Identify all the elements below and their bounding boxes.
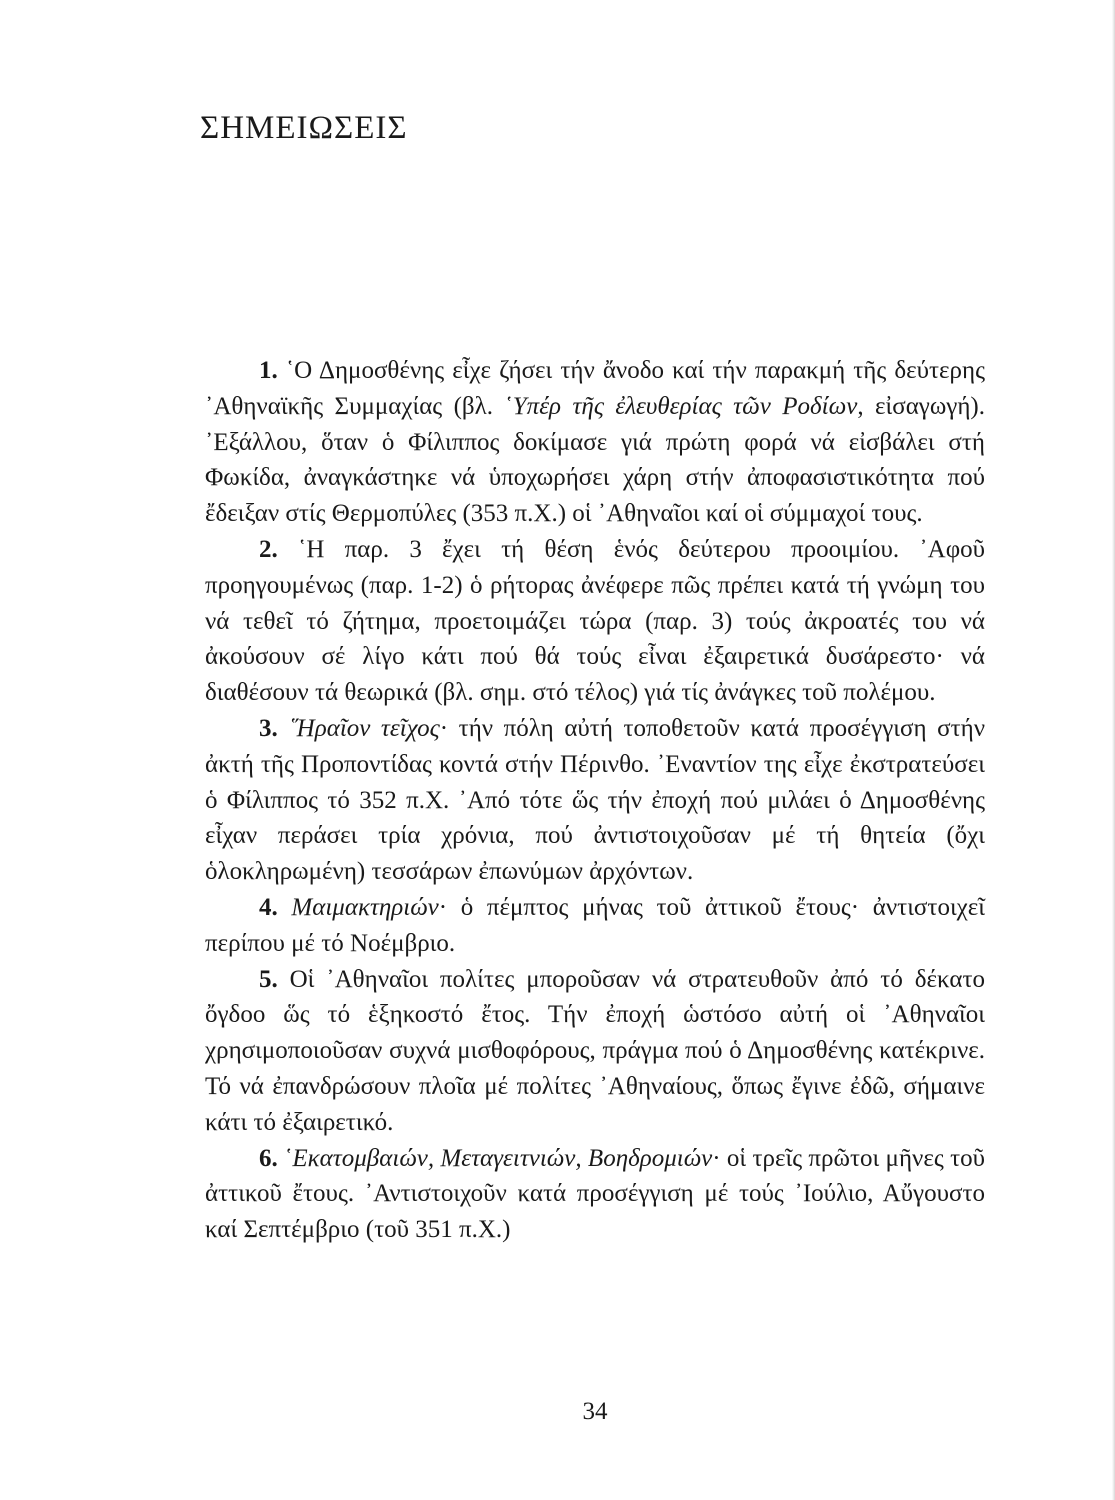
- note-5: [205, 962, 985, 1141]
- note-6: [205, 1141, 985, 1248]
- note-number: 3.: [259, 714, 278, 742]
- lemma-italic: Μαιμακτηριών: [291, 893, 439, 921]
- note-text: Οἱ ᾿Αθηναῖοι πολίτες μποροῦσαν νά στρατευθοῦν ἀπό τό δέκατο ὄγδοο ὥς τό ἑξηκοστό ἔτος. Τήν ἐποχή ὡστόσο αὐτή οἱ ᾿Αθηναῖοι χρησιμοποιοῦσαν συχνά μισθοφόρους, πράγμα πού ὁ Δημοσθένης κατέκρινε. Τό νά ἐπανδρώσουν πλοῖα μέ πολίτες ᾿Αθηναίους, ὅπως ἔγινε ἐδῶ, σήμαινε κάτι τό ἐξαιρετικό.: [205, 965, 985, 1136]
- note-1: [205, 353, 985, 532]
- note-text: · ὁ πέμπτος μήνας τοῦ ἀττικοῦ ἔτους· ἀντιστοιχεῖ περίπου μέ τό Νοέμβριο.: [205, 893, 985, 957]
- page-number: 34: [582, 1398, 608, 1425]
- notes-section: [205, 353, 985, 1248]
- lemma-italic: ῞Ηραῖον τεῖχος: [288, 714, 440, 742]
- note-text: ῾Η παρ. 3 ἔχει τή θέση ἑνός δεύτερου προοιμίου. ᾿Αφοῦ προηγουμένως (παρ. 1-2) ὁ ρήτορας ἀνέφερε πῶς πρέπει κατά τή γνώμη του νά τεθεῖ τό ζήτημα, προετοιμάζει τώρα (παρ. 3) τούς ἀκροατές του νά ἀκούσουν σέ λίγο κάτι πού θά τούς εἶναι ἐξαιρετικά δυσάρεστο· νά διαθέσουν τά θεωρικά (βλ. σημ. στό τέλος) γιά τίς ἀνάγκες τοῦ πολέμου.: [205, 535, 986, 707]
- note-text: · τήν πόλη αὐτή τοποθετοῦν κατά προσέγγιση στήν ἀκτή τῆς Προποντίδας κοντά στήν Πέρινθο. ᾿Εναντίον της εἶχε ἐκστρατεύσει ὁ Φίλιππος τό 352 π.Χ. ᾿Από τότε ὥς τήν ἐποχή πού μιλάει ὁ Δημοσθένης εἶχαν περάσει τρία χρόνια, πού ἀντιστοιχοῦσαν μέ τή θητεία (ὄχι ὁλοκληρωμένη) τεσσάρων ἐπωνύμων ἀρχόντων.: [205, 714, 985, 886]
- note-number: 6.: [259, 1144, 278, 1172]
- note-number: 2.: [259, 535, 278, 563]
- note-number: 5.: [259, 965, 278, 993]
- note-text: , εἰσαγωγή). ᾿Εξάλλου, ὅταν ὁ Φίλιππος δοκίμασε γιά πρώτη φορά νά εἰσβάλει στή Φωκίδα, ἀναγκάστηκε νά ὑποχωρήσει χάρη στήν ἀποφασιστικότητα πού ἔδειξαν στίς Θερμοπύλες (353 π.Χ.) οἱ ᾿Αθηναῖοι καί οἱ σύμμαχοί τους.: [205, 392, 986, 528]
- note-4: [205, 890, 985, 962]
- note-number: 1.: [259, 357, 278, 384]
- note-2: [205, 532, 985, 711]
- note-3: [205, 711, 985, 890]
- note-text: ῾Ο Δημοσθένης εἶχε ζήσει τήν ἄνοδο καί τήν παρακμή τῆς δεύτερης ᾿Αθηναϊκῆς Συμμαχίας (βλ.: [205, 357, 985, 420]
- page-title: ΣΗΜΕΙΩΣΕΙΣ: [200, 110, 408, 146]
- note-text: · οἱ τρεῖς πρῶτοι μῆνες τοῦ ἀττικοῦ ἔτους. ᾿Αντιστοιχοῦν κατά προσέγγιση μέ τούς ᾿Ιούλιο, Αὔγουστο καί Σεπτέμβριο (τοῦ 351 π.Χ.): [205, 1144, 985, 1244]
- work-title-italic: ῾Υπέρ τῆς ἐλευθερίας τῶν Ροδίων: [504, 392, 858, 420]
- note-number: 4.: [259, 893, 278, 921]
- lemma-italic: ῾Εκατομβαιών, Μεταγειτνιών, Βοηδρομιών: [284, 1144, 713, 1172]
